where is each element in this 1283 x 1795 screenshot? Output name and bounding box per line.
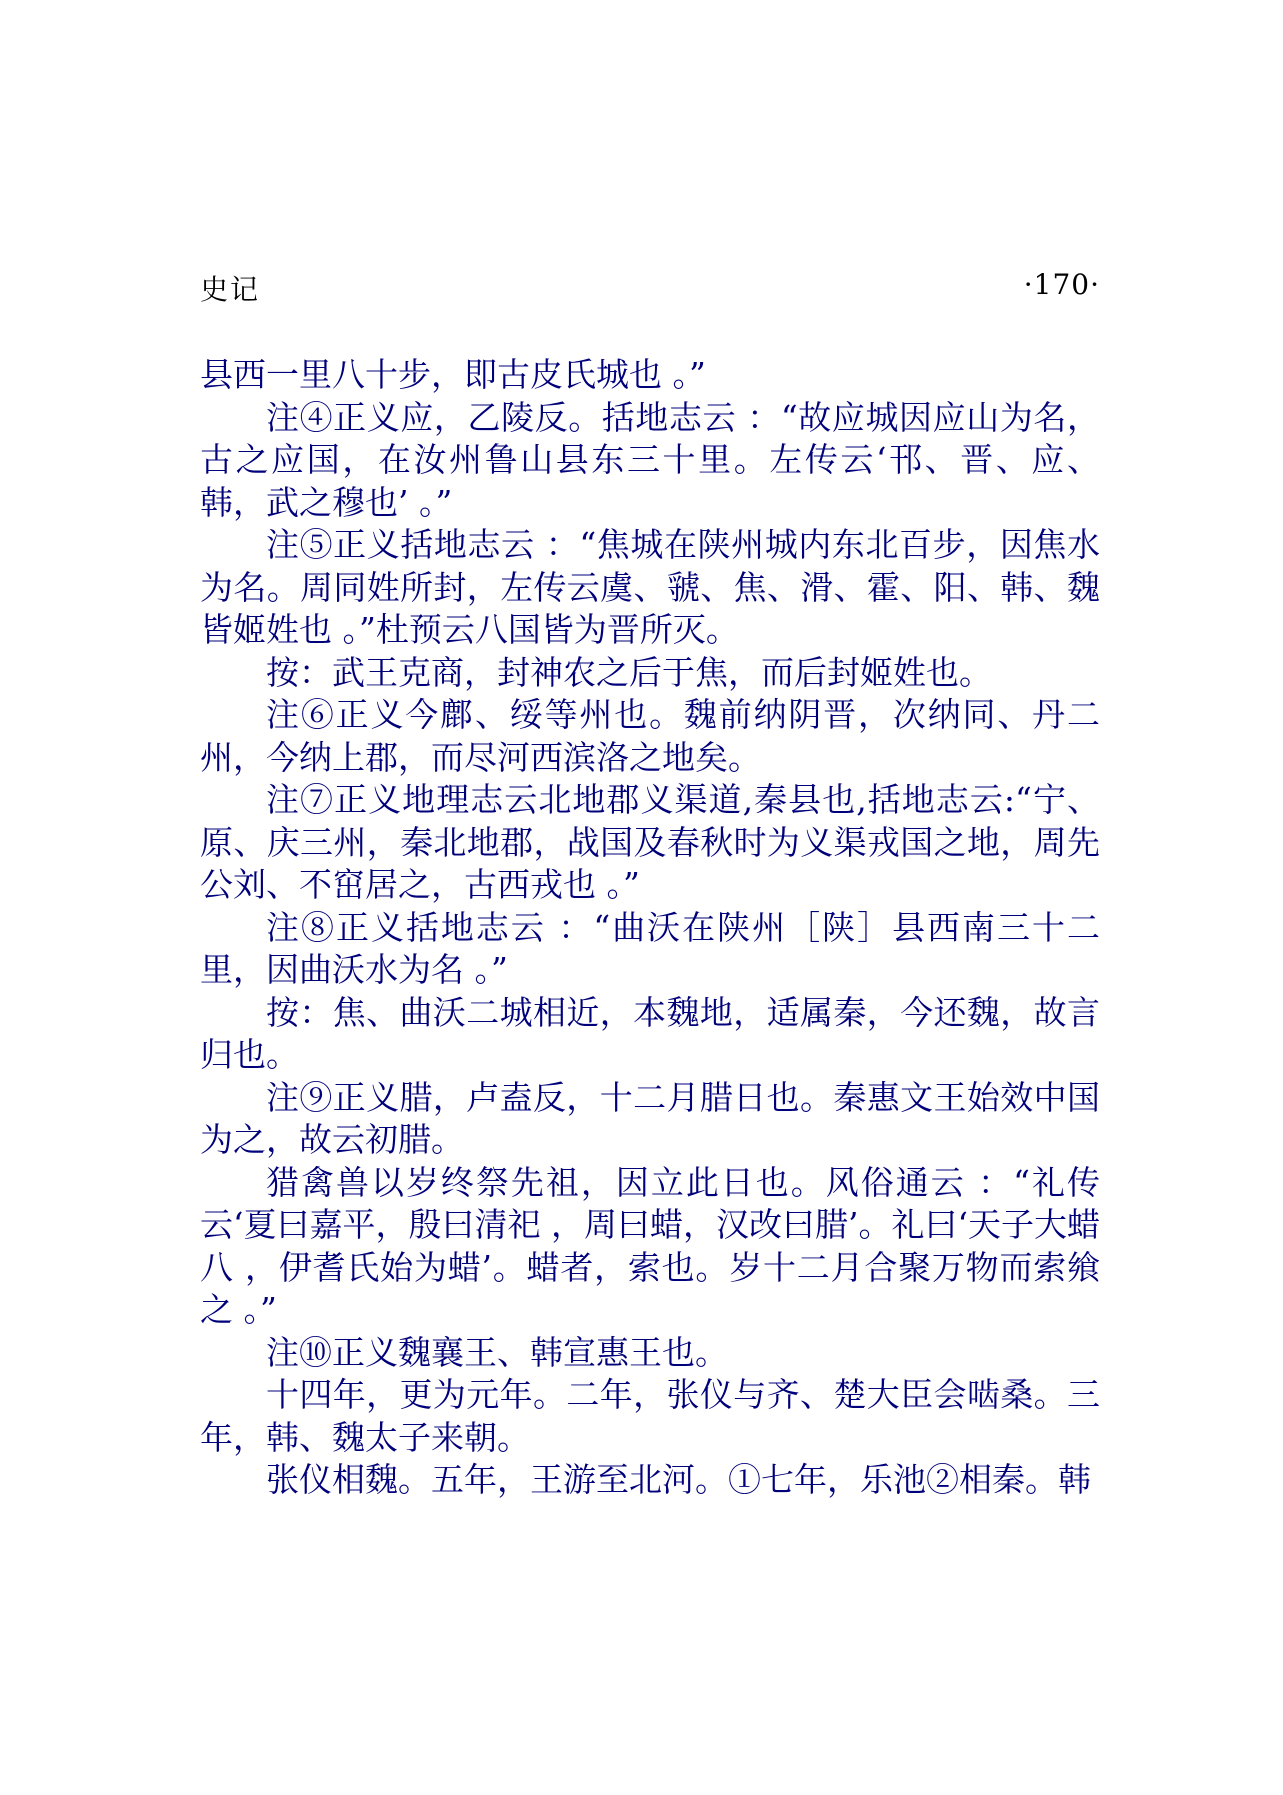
paragraph: 注④正义应，乙陵反。括地志云 ：“故应城因应山为名，古之应国，在汝州鲁山县东三十里。左传云‘邗、晋、应、韩，武之穆也’ 。” <box>200 397 1100 522</box>
paragraph: 注⑦正义地理志云北地郡义渠道,秦县也,括地志云:“宁、原、庆三州，秦北地郡，战国及春秋时为义渠戎国之地，周先公刘、不窋居之，古西戎也 。” <box>200 780 1100 904</box>
paragraph: 注⑥正义今鄜、绥等州也。魏前纳阴晋，次纳同、丹二州，今纳上郡，而尽河西滨洛之地矣。 <box>200 695 1100 777</box>
paragraph: 张仪相魏。五年，王游至北河。①七年，乐池②相秦。韩 <box>266 1460 1091 1499</box>
book-title: 史记 <box>200 273 261 306</box>
running-header <box>200 268 1100 312</box>
paragraph: 按：武王克商，封神农之后于焦，而后封姬姓也。 <box>266 652 992 692</box>
paragraph: 注⑤正义括地志云 ：“焦城在陕州城内东北百步，因焦水为名。周同姓所封，左传云虞、虢、焦、滑、霍、阳、韩、魏皆姬姓也 。”杜预云八国皆为晋所灭。 <box>200 525 1100 649</box>
paragraph: 按：焦、曲沃二城相近，本魏地，适属秦，今还魏，故言归也。 <box>200 992 1100 1074</box>
paragraph: 注⑩正义魏襄王、韩宣惠王也。 <box>266 1332 728 1372</box>
paragraph: 十四年，更为元年。二年，张仪与齐、楚大臣会啮桑。三年，韩、魏太子来朝。 <box>200 1375 1100 1457</box>
page-number: ·170· <box>1023 268 1100 301</box>
paragraph: 注⑧正义括地志云 ：“曲沃在陕州［陕］县西南三十二里，因曲沃水为名 。” <box>200 907 1100 989</box>
paragraph: 县西一里八十步，即古皮氏城也 。” <box>200 355 706 394</box>
body-text <box>200 354 1100 1502</box>
paragraph: 猎禽兽以岁终祭先祖，因立此日也。风俗通云 ：“礼传云‘夏曰嘉平，殷曰清祀 ，周曰蜡，汉改曰腊’。礼曰‘天子大蜡八 ，伊耆氏始为蜡’。蜡者，索也。岁十二月合聚万物而索飨之 。” <box>200 1162 1100 1329</box>
paragraph: 注⑨正义腊，卢盍反，十二月腊日也。秦惠文王始效中国为之，故云初腊。 <box>200 1077 1100 1159</box>
